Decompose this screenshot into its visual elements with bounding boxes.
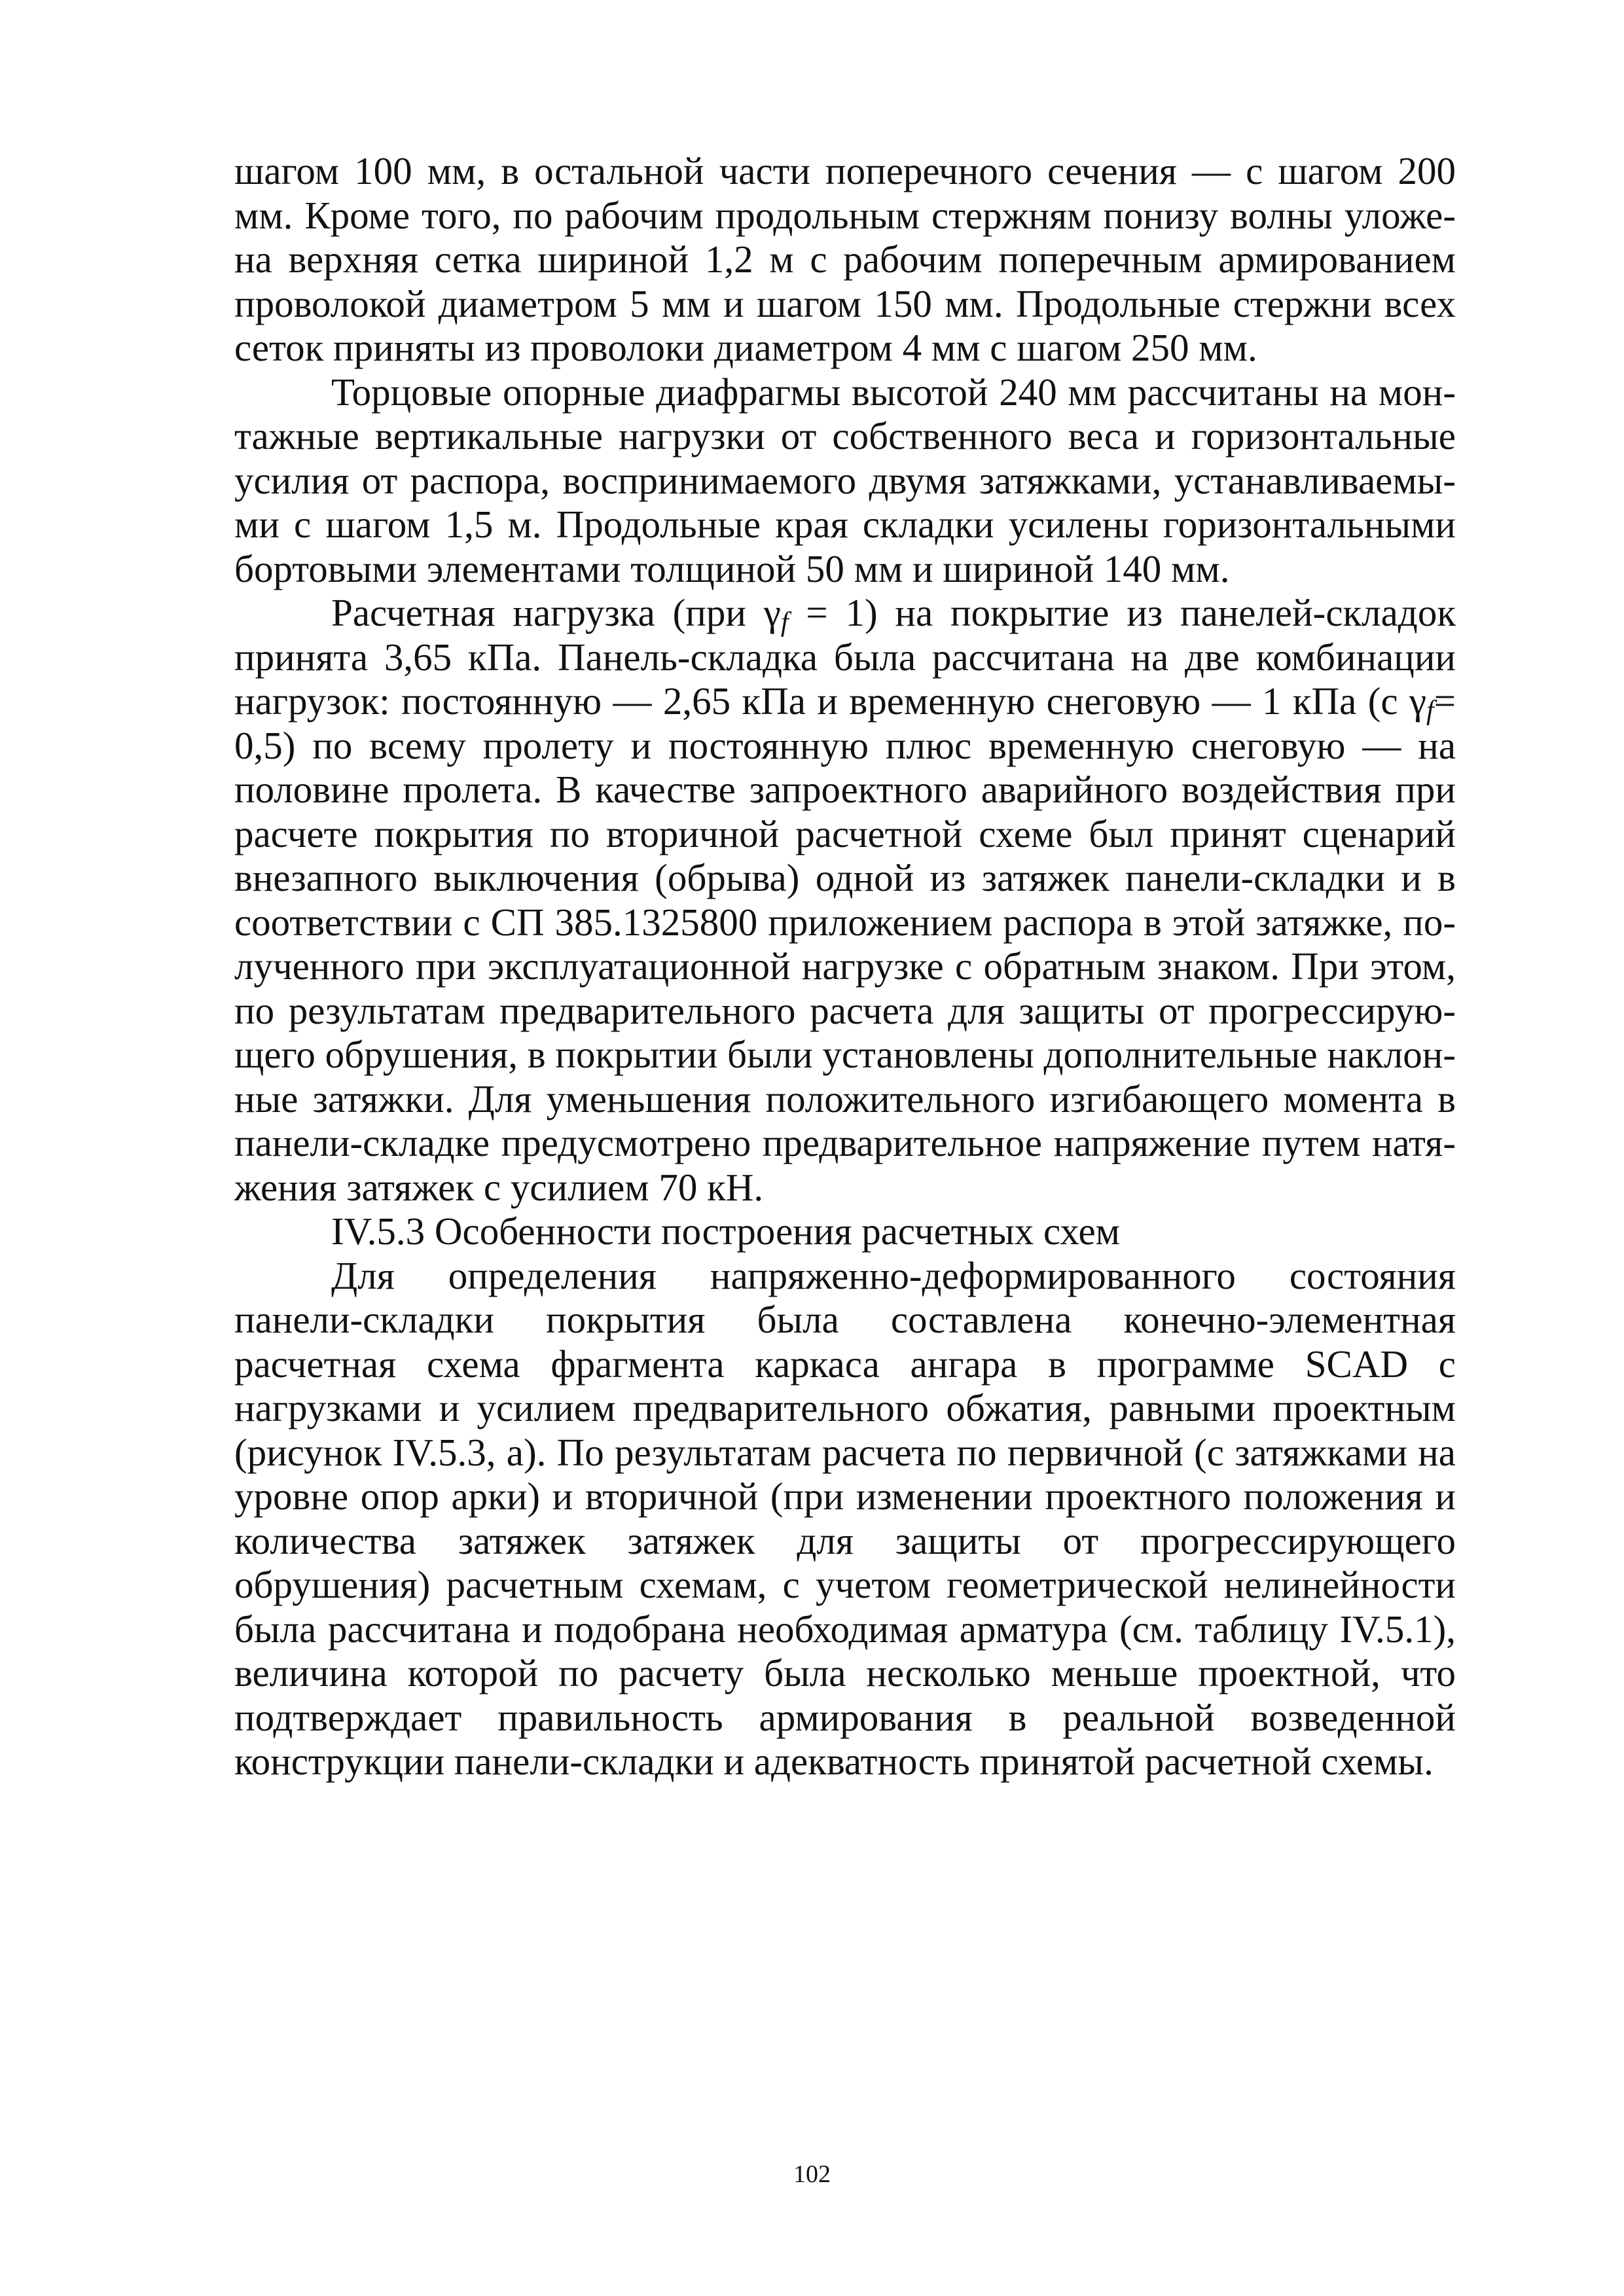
section-heading: IV.5.3 Особенности построения расчетных схем <box>331 1210 1120 1253</box>
gamma-subscript-f: f <box>780 607 789 637</box>
paragraph-3-part-c: = 0,5) по всему пролету и постоянную плюс временную снеговую — на половине пролета. В качестве запроектного аварийного воздействия при расчете покрытия по вторичной расчетной схеме был принят сценарий внезапного выключения (обрыва) одной из затяжек панели-складки и в соответствии с СП 385.1325800 приложением распора в этой затяжке, полученного при эксплуатационной нагрузке с обратным знаком. При этом, по результатам предварительного расчета для защиты от прогрессирующего обрушения, в покрытии были установлены дополнительные наклонные затяжки. Для уменьшения положительного изгибающего момента в панели-складке предусмотрено предварительное напряжение путем натяжения затяжек с усилием 70 кН. <box>234 679 1456 1209</box>
paragraph-3-part-a: Расчетная нагрузка (при γ <box>331 591 781 634</box>
paragraph-3-part-b: = 1) на покрытие из панелей-складок принята 3,65 кПа. Панель-складка была рассчитана на две комбинации нагрузок: постоянную — 2,65 кПа и временную снеговую — 1 кПа (с γ <box>234 591 1456 723</box>
paragraph-3 <box>234 591 1456 1210</box>
page-number: 102 <box>793 2161 831 2188</box>
paragraph-2: Торцовые опорные диафрагмы высотой 240 мм рассчитаны на монтажные вертикальные нагрузки от собственного веса и горизонтальные усилия от распора, воспринимаемого двумя затяжками, устанавливаемыми с шагом 1,5 м. Продольные края складки усилены горизонтальными бортовыми элементами толщиной 50 мм и шириной 140 мм. <box>234 370 1456 590</box>
page-body <box>234 149 1456 1784</box>
paragraph-1: шагом 100 мм, в остальной части поперечного сечения — с шагом 200 мм. Кроме того, по рабочим продольным стержням понизу волны уложена верхняя сетка шириной 1,2 м с рабочим поперечным армированием проволокой диаметром 5 мм и шагом 150 мм. Продольные стержни всех сеток приняты из проволоки диаметром 4 мм с шагом 250 мм. <box>234 149 1456 369</box>
paragraph-4: Для определения напряженно-деформированного состояния панели-складки покрытия была составлена конечно-элементная расчетная схема фрагмента каркаса ангара в программе SCAD с нагрузками и усилием предварительного обжатия, равными проектным (рисунок IV.5.3, а). По результатам расчета по первичной (с затяжками на уровне опор арки) и вторичной (при изменении проектного положения и количества затяжек затяжек для защиты от прогрессирующего обрушения) расчетным схемам, с учетом геометрической нелинейности была рассчитана и подобрана необходимая арматура (см. таблицу IV.5.1), величина которой по расчету была несколько меньше проектной, что подтверждает правильность армирования в реальной возведенной конструкции панели-складки и адекватность принятой расчетной схемы. <box>234 1253 1456 1783</box>
gamma-subscript-f-2: f <box>1426 696 1434 726</box>
